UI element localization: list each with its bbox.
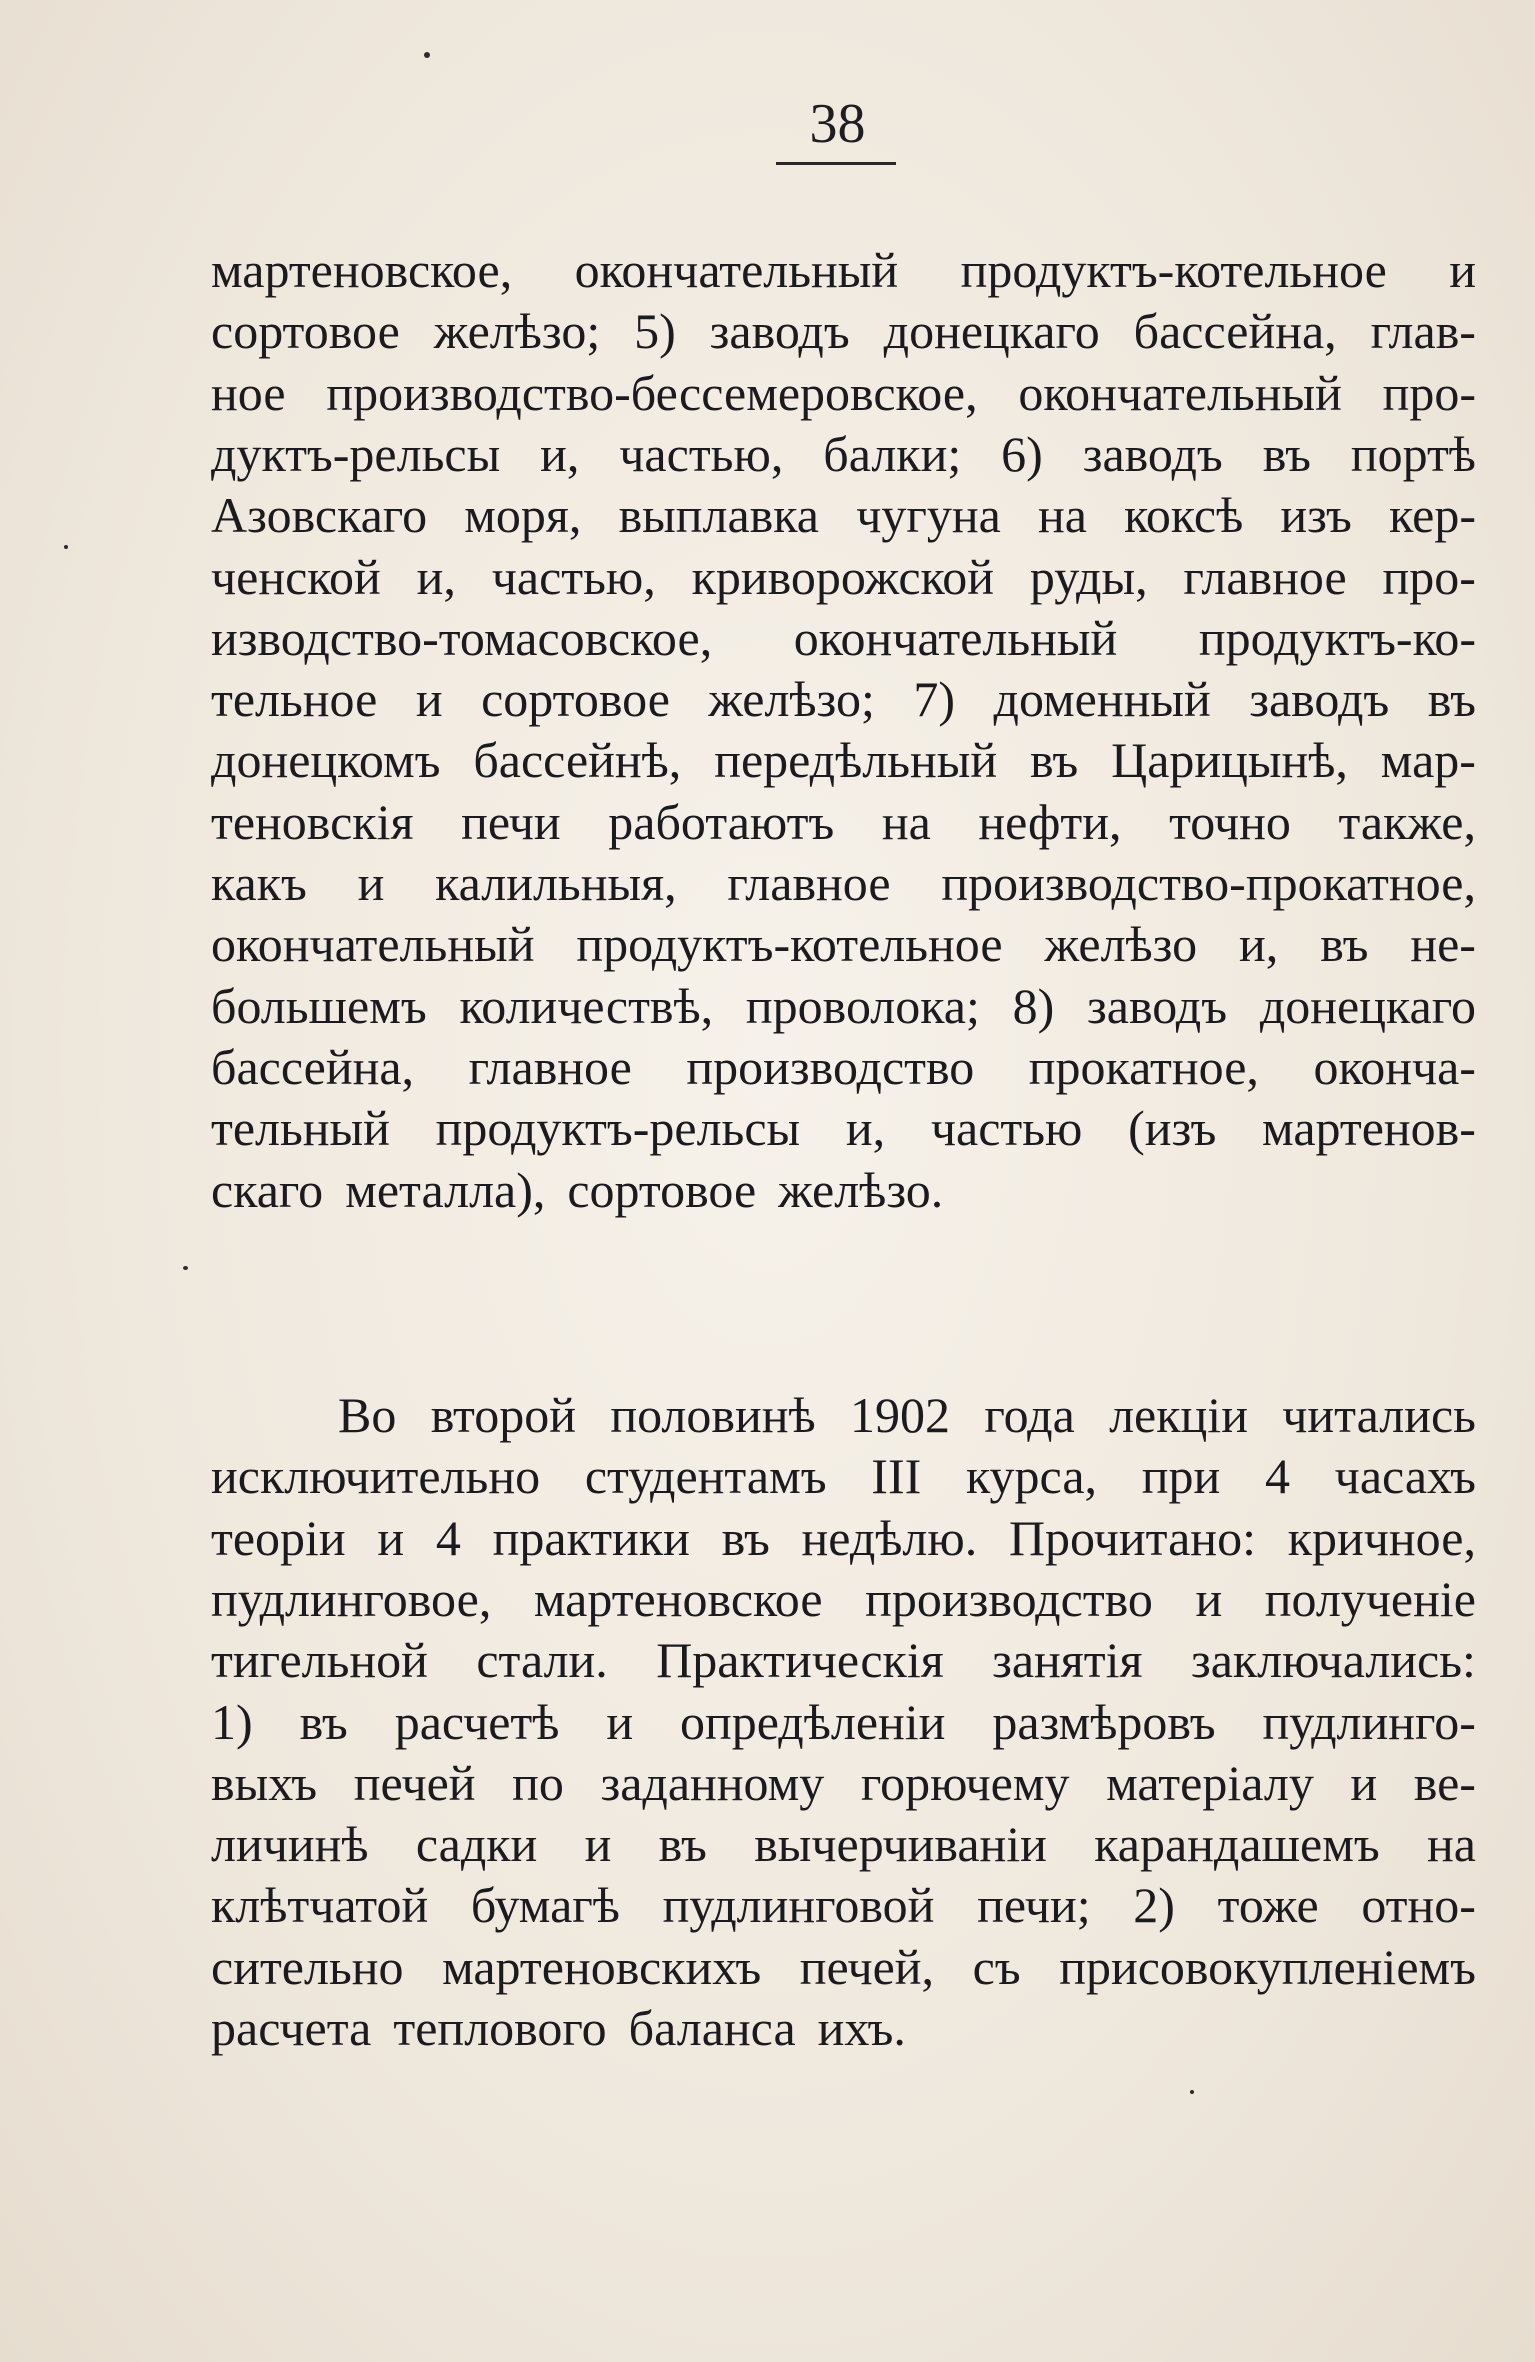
text-line: сортовое желѣзо; 5) заводъ донецкаго бассейна, глав- [211,303,1476,359]
text-line: сительно мартеновскихъ печей, съ присовокупленіемъ [211,1939,1476,1995]
text-line: тигельной стали. Практическія занятія заключались: [211,1632,1476,1688]
text-line: окончательный продуктъ-котельное желѣзо и, въ не- [211,916,1476,972]
page-number: 38 [809,93,866,155]
text-line: мартеновское, окончательный продуктъ-котельное и [211,242,1476,298]
ink-speck [183,1266,188,1270]
text-line: расчета теплового баланса ихъ. [211,2000,906,2056]
text-line: Во второй половинѣ 1902 года лекціи читались [338,1387,1476,1443]
text-line: пудлинговое, мартеновское производство и полученіе [211,1571,1476,1627]
text-line: донецкомъ бассейнѣ, передѣльный въ Царицынѣ, мар- [211,732,1476,788]
text-line: теновскія печи работаютъ на нефти, точно также, [211,794,1476,850]
text-line: какъ и калильныя, главное производство-прокатное, [211,855,1476,911]
text-line: тельный продуктъ-рельсы и, частью (изъ мартенов- [211,1100,1476,1156]
text-line: изводство-томасовское, окончательный продуктъ-ко- [211,610,1476,666]
text-line: теоріи и 4 практики въ недѣлю. Прочитано: кричное, [211,1510,1476,1566]
text-line: ченской и, частью, криворожской руды, главное про- [211,549,1476,605]
text-line: исключительно студентамъ III курса, при 4 часахъ [211,1448,1476,1504]
text-line: Азовскаго моря, выплавка чугуна на коксѣ изъ кер- [211,487,1476,543]
ink-speck [64,545,68,549]
text-line: клѣтчатой бумагѣ пудлинговой печи; 2) тоже отно- [211,1877,1476,1933]
text-line: тельное и сортовое желѣзо; 7) доменный заводъ въ [211,671,1476,727]
text-line: выхъ печей по заданному горючему матеріалу и ве- [211,1755,1476,1811]
text-line: ное производство-бессемеровское, окончательный про- [211,365,1476,421]
text-line: личинѣ садки и въ вычерчиваніи карандашемъ на [211,1816,1476,1872]
ink-speck [424,52,430,58]
ink-speck [1190,2090,1194,2094]
page-number-rule [776,162,896,165]
text-line: 1) въ расчетѣ и опредѣленіи размѣровъ пудлинго- [211,1694,1476,1750]
text-line: дуктъ-рельсы и, частью, балки; 6) заводъ въ портѣ [211,426,1476,482]
text-line: скаго металла), сортовое желѣзо. [211,1162,944,1218]
text-line: большемъ количествѣ, проволока; 8) заводъ донецкаго [211,978,1476,1034]
text-line: бассейна, главное производство прокатное, оконча- [211,1039,1476,1095]
